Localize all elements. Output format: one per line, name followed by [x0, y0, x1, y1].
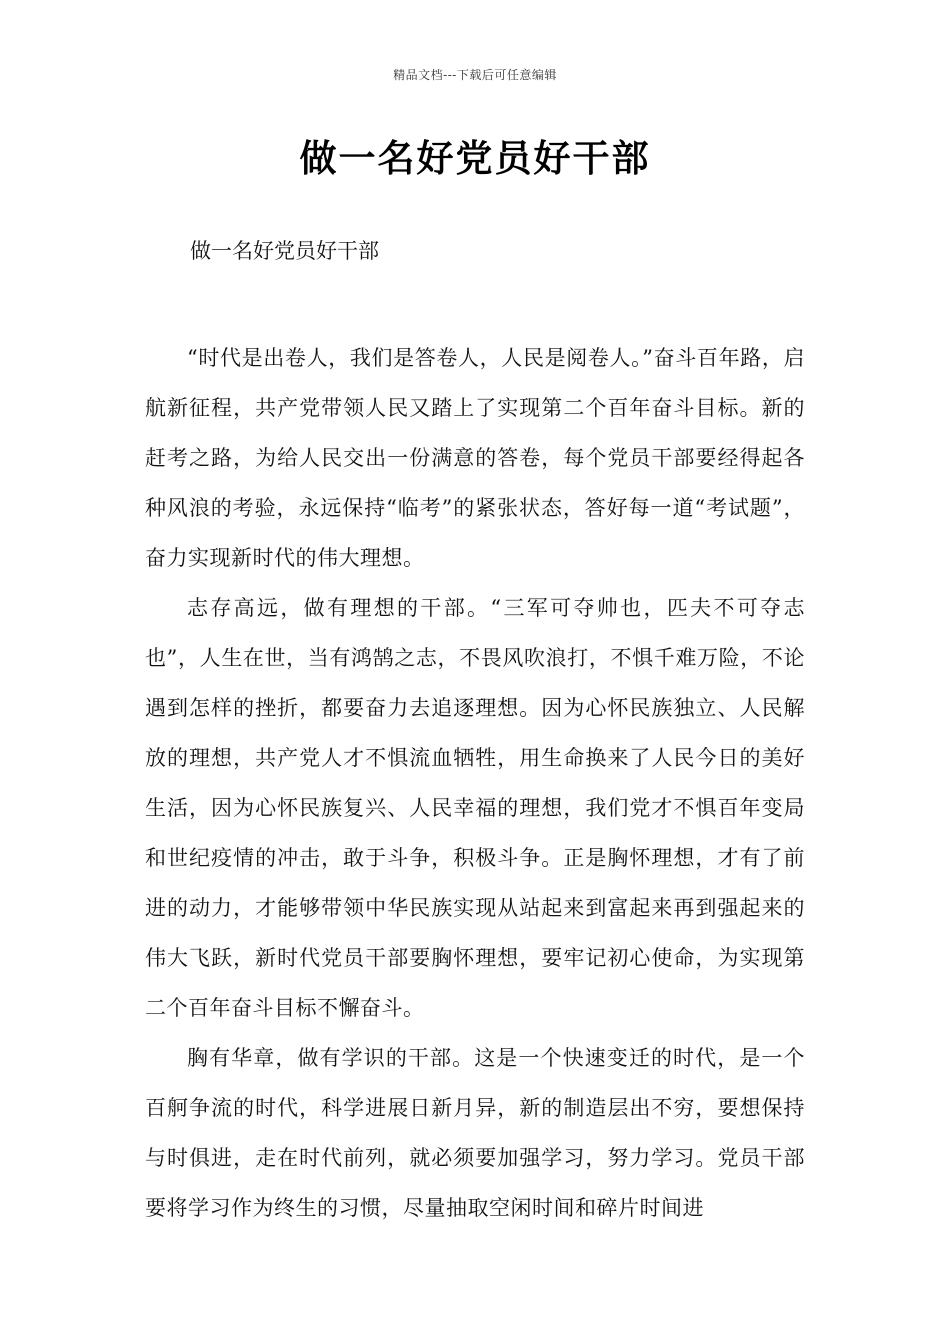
document-subtitle: 做一名好党员好干部: [190, 239, 379, 263]
header-note: 精品文档---下载后可任意编辑: [393, 68, 557, 82]
paragraph-intro: “时代是出卷人，我们是答卷人，人民是阅卷人。”奋斗百年路，启航新征程，共产党带领人民又踏上了实现第二个百年奋斗目标。新的赶考之路，为给人民交出一份满意的答卷，每个党员干部要经得起各种风浪的考验，永远保持“临考”的紧张状态，答好每一道“考试题”，奋力实现新时代的伟大理想。: [145, 346, 805, 570]
paragraph-learning: 胸有华章，做有学识的干部。这是一个快速变迁的时代，是一个百舸争流的时代，科学进展日新月异，新的制造层出不穷，要想保持与时俱进，走在时代前列，就必须要加强学习，努力学习。党员干部要将学习作为终生的习惯，尽量抽取空闲时间和碎片时间进: [145, 1046, 805, 1220]
document-title: 做一名好党员好干部: [299, 137, 651, 180]
document-body: [145, 333, 805, 1233]
paragraph-ideals: 志存高远，做有理想的干部。“三军可夺帅也，匹夫不可夺志也”，人生在世，当有鸿鹄之志，不畏风吹浪打，不惧千难万险，不论遇到怎样的挫折，都要奋力去追逐理想。因为心怀民族独立、人民解放的理想，共产党人才不惧流血牺牲，用生命换来了人民今日的美好生活，因为心怀民族复兴、人民幸福的理想，我们党才不惧百年变局和世纪疫情的冲击，敢于斗争，积极斗争。正是胸怀理想，才有了前进的动力，才能够带领中华民族实现从站起来到富起来再到强起来的伟大飞跃，新时代党员干部要胸怀理想，要牢记初心使命，为实现第二个百年奋斗目标不懈奋斗。: [145, 596, 805, 1020]
